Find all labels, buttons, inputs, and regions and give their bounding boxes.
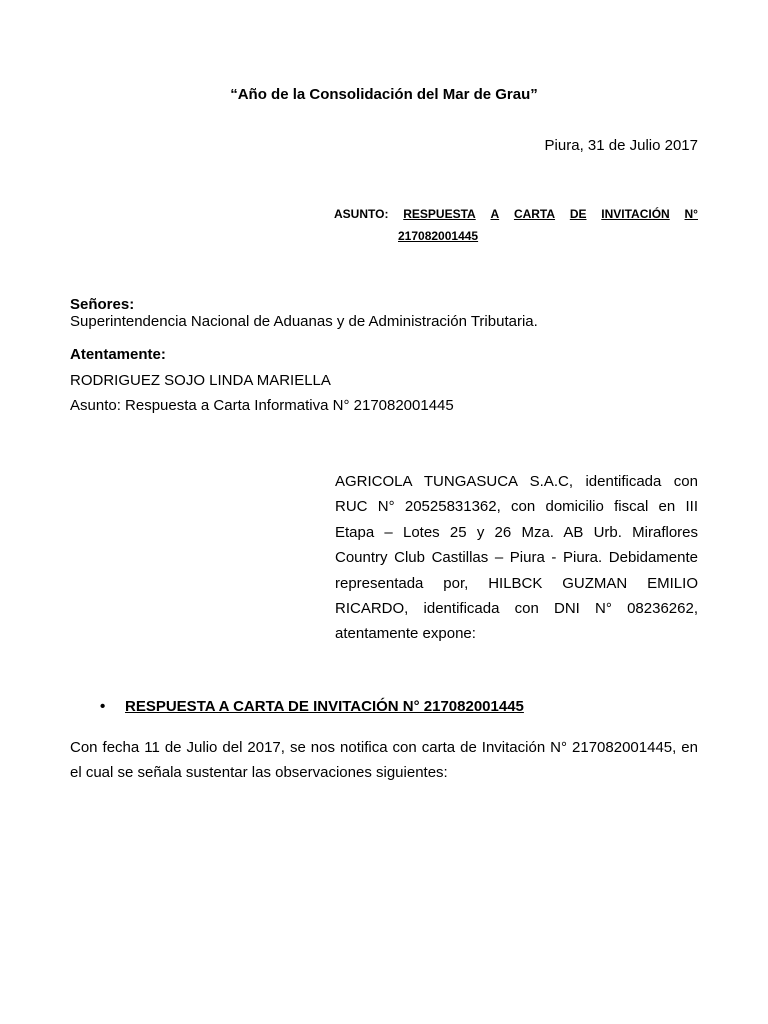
asunto-first-line	[334, 203, 698, 225]
asunto-number: 217082001445	[398, 229, 479, 243]
asunto-word: INVITACIÓN	[601, 207, 670, 221]
asunto-word: N°	[684, 207, 698, 221]
atentamente-label: Atentamente:	[70, 346, 166, 363]
asunto-word: DE	[569, 207, 587, 221]
year-motto: “Año de la Consolidación del Mar de Grau”	[230, 86, 538, 103]
bullet-icon: •	[100, 698, 106, 715]
section-heading	[100, 698, 524, 715]
body-paragraph: Con fecha 11 de Julio del 2017, se nos notifica con carta de Invitación N° 217082001445, en el cual se señala sustentar las observaciones siguientes:	[70, 739, 698, 781]
asunto-word: RESPUESTA	[403, 207, 476, 221]
recipient-entity: Superintendencia Nacional de Aduanas y de Administración Tributaria.	[70, 313, 538, 330]
addressee-subject: Asunto: Respuesta a Carta Informativa N° 217082001445	[70, 397, 454, 414]
date-line: Piura, 31 de Julio 2017	[544, 137, 698, 154]
asunto-word: A	[490, 207, 500, 221]
section-title: RESPUESTA A CARTA DE INVITACIÓN N° 217082001445	[125, 698, 524, 715]
intro-paragraph: AGRICOLA TUNGASUCA S.A.C, identificada con RUC N° 20525831362, con domicilio fiscal en III Etapa – Lotes 25 y 26 Mza. AB Urb. Miraflores Country Club Castillas – Piura - Piura. Debidamente representada por, HILBCK GUZMAN EMILIO RICARDO, identificada con DNI N° 08236262, atentamente expone:	[335, 473, 698, 643]
senores-label: Señores:	[70, 296, 135, 313]
asunto-word: CARTA	[513, 207, 556, 221]
addressee-name: RODRIGUEZ SOJO LINDA MARIELLA	[70, 372, 331, 389]
asunto-label: ASUNTO:	[334, 207, 389, 221]
asunto-block	[334, 203, 698, 247]
